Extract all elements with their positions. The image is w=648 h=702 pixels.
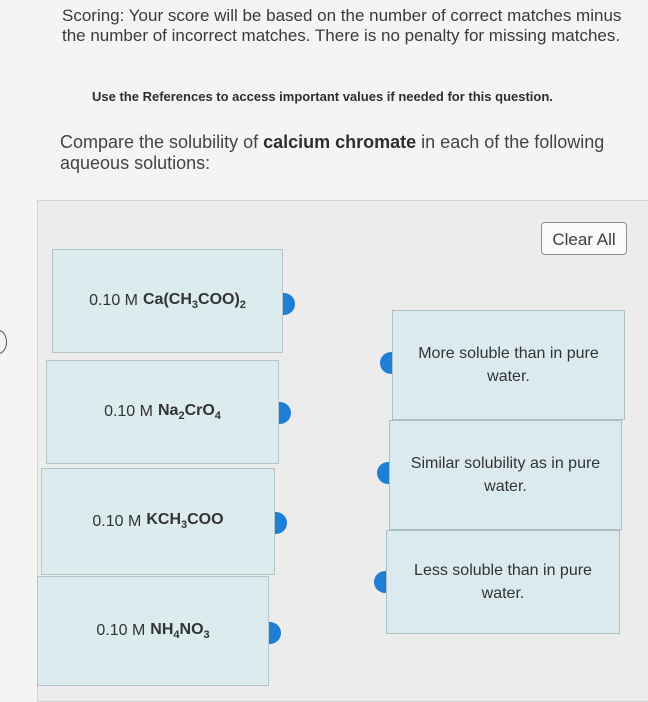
references-note: Use the References to access important values if needed for this question. (92, 89, 553, 104)
formula-text: NH (150, 620, 174, 638)
drag-item-solution[interactable] (41, 468, 275, 575)
formula-text: Ca(CH (143, 290, 192, 308)
prompt-lead: Compare the solubility of (60, 132, 264, 152)
formula-subscript: 2 (178, 410, 185, 423)
formula-subscript: 4 (214, 410, 221, 423)
prompt-compound: calcium chromate (263, 132, 417, 152)
prompt-tail: in each of the following aqueous solutions: (60, 132, 605, 173)
formula-text: COO (187, 511, 224, 529)
formula-subscript: 4 (173, 629, 180, 642)
solution-formula (146, 511, 223, 531)
formula-subscript: 3 (203, 629, 210, 642)
solution-concentration: 0.10 M (96, 622, 146, 639)
formula-text: COO) (198, 290, 240, 308)
clear-all-button[interactable]: Clear All (541, 222, 627, 255)
window-edge-decoration (0, 330, 7, 354)
drop-target-category[interactable]: Similar solubility as in pure water. (389, 420, 622, 530)
formula-text: NO (179, 620, 204, 638)
drop-target-category[interactable]: More soluble than in pure water. (392, 310, 625, 420)
formula-subscript: 3 (181, 519, 188, 532)
formula-subscript: 3 (191, 299, 199, 312)
formula-text: KCH (146, 511, 181, 529)
drag-item-solution[interactable] (46, 360, 279, 464)
drop-target-category[interactable]: Less soluble than in pure water. (386, 530, 620, 634)
solution-formula (158, 402, 221, 422)
formula-text: Na (157, 401, 179, 419)
formula-subscript: 2 (239, 299, 246, 312)
drag-item-solution[interactable] (52, 249, 283, 353)
solution-formula (143, 291, 246, 311)
question-prompt (60, 132, 630, 174)
formula-text: CrO (184, 401, 215, 419)
solution-concentration: 0.10 M (92, 512, 142, 530)
scoring-instructions: Scoring: Your score will be based on the number of correct matches minus the number of incorrect matches. There is no penalty for missing matches. (62, 6, 622, 45)
solution-concentration: 0.10 M (89, 292, 138, 309)
solution-concentration: 0.10 M (104, 403, 153, 420)
drag-item-solution[interactable] (37, 576, 269, 686)
solution-formula (150, 621, 209, 641)
